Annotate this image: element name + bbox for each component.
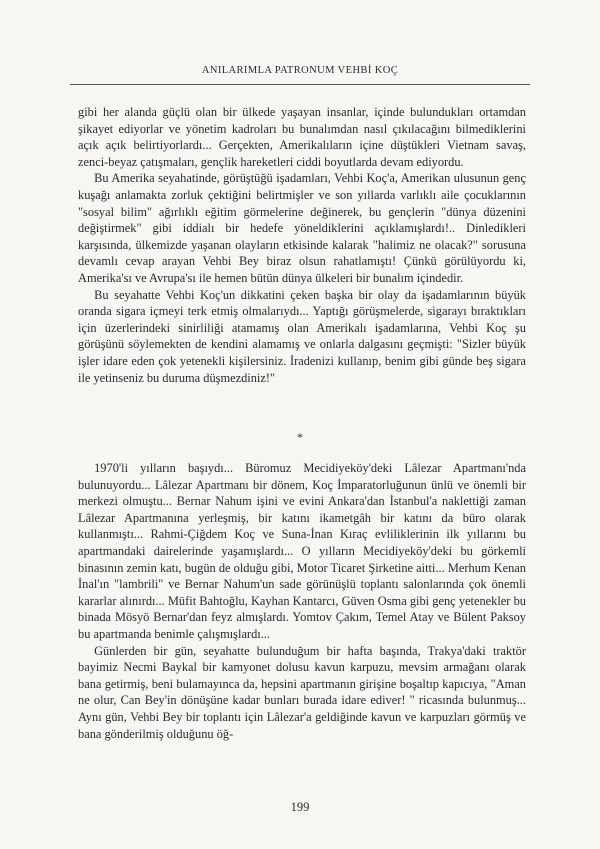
header-divider xyxy=(70,84,530,85)
paragraph: Bu Amerika seyahatinde, görüştüğü işadamları, Vehbi Koç'a, Amerikan ulusunun genç kuşağı anlamakta zorluk çektiğini belirtmişler ve son yıllarda varlıklı aile çocuklarının "sosyal bilim" ağırlıklı eğitim görmelerine değinerek, bu gençlerin "dünya düzenini değiştirmek" gibi iddialı bir hedefe yöneldiklerini açıklamışlardı!.. Dinledikleri karşısında, ülkemizde yaşanan olayların etkisinde kalarak "halimiz ne olacak?" sorusuna devamlı cevap arayan Vehbi Bey biraz olsun rahatlamıştı! Çünkü görülüyordu ki, Amerika'sı ve Avrupa'sı ile hemen bütün dünya ülkeleri bir bunalım içindedir. xyxy=(78,171,526,285)
paragraph: Bu seyahatte Vehbi Koç'un dikkatini çeken başka bir olay da işadamlarının büyük oranda sigara içmeyi terk etmiş olmalarıydı... Yaptığı görüşmelerde, sigarayı bıraktıkları için üzerlerindeki sinirliliği atamamış olan Amerikalı işadamlarına, Vehbi Koç şu görüşünü söylemekten de kendini alamamış ve onlarla dalgasını geçmişti: "Sizler büyük işler idare eden çok yetenekli kişilersiniz. İradenizi kullanıp, benim gibi günde beş sigara ile yetinseniz bu duruma düşmezdiniz!" xyxy=(78,287,526,385)
paragraph: Günlerden bir gün, seyahatte bulunduğum bir hafta başında, Trakya'daki traktör bayimiz Necmi Baykal bir kamyonet dolusu kavun karpuzu, mevsim armağanı olarak bana getirmiş, beni bulamayınca da, hepsini apartmanın girişine boşaltıp kapıcıya, "Aman ne olur, Can Bey'in dönüşüne kadar bunları burada idare ediver! " ricasında bulunmuş... Aynı gün, Vehbi Bey bir toplantı için Lâlezar'a geldiğinde kavun ve karpuzları görmüş ve bana gönderilmiş olduğunu öğ- xyxy=(78,643,526,741)
text-section-2 xyxy=(78,460,526,742)
section-separator: * xyxy=(297,430,303,444)
paragraph: 1970'li yılların başıydı... Büromuz Mecidiyeköy'deki Lâlezar Apartmanı'nda bulunuyordu... Lâlezar Apartmanı bir dönem, Koç İmparatorluğunun ünlü ve önemli bir merkezi olmuştu... Bernar Nahum işini ve evini Ankara'dan İstanbul'a naklettiği zaman Lâlezar Apartmanına yerleşmiş, bir katını ikametgâh bir katını da büro olarak kullanmıştı... Rahmi-Çiğdem Koç ve Suna-İnan Kıraç evliliklerinin ilk yıllarını bu apartmandaki dairelerinde yaşamışlardı... O yılların Mecidiyeköy'deki bu görkemli binasının zemin katı, bugün de olduğu gibi, Motor Ticaret Şirketine aitti... Merhum Kenan İnal'ın "lambrili" ve Bernar Nahum'un sade görünüşlü toplantı salonlarında çok önemli kararlar alınırdı... Müfit Bahtoğlu, Kayhan Kantarcı, Güven Osma gibi genç yetenekler bu binada Mösyö Bernar'dan feyz almışlardı. Yomtov Çakım, Temel Atay ve Bülent Paksoy bu apartmanda benimle çalışmışlardı... xyxy=(78,461,526,641)
paragraph: gibi her alanda güçlü olan bir ülkede yaşayan insanlar, içinde bulundukları ortamdan şikayet ediyorlar ve yönetim kadroları bu bunalımdan nasıl çıkılacağını bilmediklerini açık açık belirtiyorlardı... Gerçekten, Amerikalıların içine düştükleri Vietnam savaş, zenci-beyaz çatışmaları, gençlik hareketleri ciddi boyutlarda devam ediyordu. xyxy=(78,105,526,169)
running-head: ANILARIMLA PATRONUM VEHBİ KOÇ xyxy=(201,65,399,76)
text-section-1 xyxy=(78,104,526,386)
page-number: 199 xyxy=(290,800,310,814)
